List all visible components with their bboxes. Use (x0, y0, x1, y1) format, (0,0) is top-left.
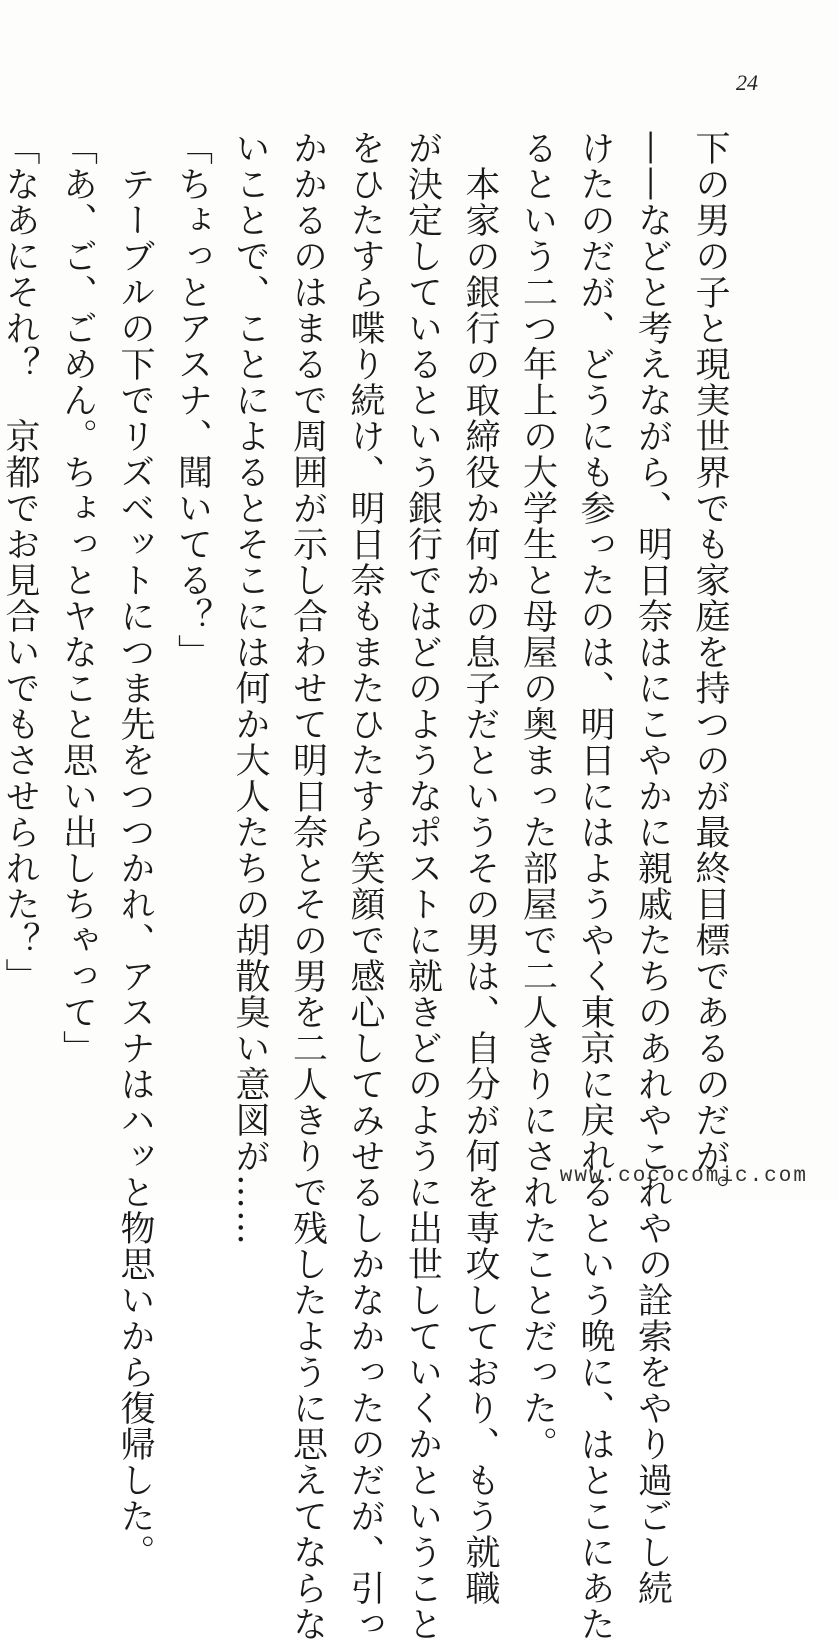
text-column-8: かかるのはまるで周囲が示し合わせて明日奈とその男を二人きりで残したように思えてならな (287, 130, 328, 1642)
text-column-6: が決定しているという銀行ではどのようなポストに就きどのように出世していくかということ (402, 130, 443, 1642)
text-column-10: 「ちょっとアスナ、聞いてる？」 (172, 130, 213, 670)
text-column-7: をひたすら喋り続け、明日奈もまたひたすら笑顔で感心してみせるしかなかったのだが、引っ (345, 130, 385, 1642)
text-column-11: テーブルの下でリズベットにつま先をつつかれ、アスナはハッと物思いから復帰した。 (115, 130, 155, 1570)
page-number: 24 (736, 70, 758, 95)
text-column-4: るという二つ年上の大学生と母屋の奥まった部屋で二人きりにされたことだった。 (517, 130, 558, 1462)
text-column-3: けたのだが、どうにも参ったのは、明日にはようやく東京に戻れるという晩に、はとこにあた (575, 130, 615, 1642)
text-column-2: ——などと考えながら、明日奈はにこやかに親戚たちのあれやこれやの詮索をやり過ごし続 (632, 130, 673, 1606)
watermark-url: www.cococomic.com (559, 1165, 808, 1188)
text-column-12: 「あ、ご、ごめん。ちょっとヤなこと思い出しちゃって」 (57, 130, 98, 1066)
text-column-9: いことで、ことによるとそこには何か大人たちの胡散臭い意図が…… (230, 130, 270, 1246)
text-column-1: 下の男の子と現実世界でも家庭を持つのが最終目標であるのだが。 (690, 130, 730, 1210)
text-column-5: 本家の銀行の取締役か何かの息子だというその男は、自分が何を専攻しており、もう就職 (460, 130, 500, 1606)
text-column-13: 「なあにそれ？ 京都でお見合いでもさせられた？」 (0, 130, 40, 994)
